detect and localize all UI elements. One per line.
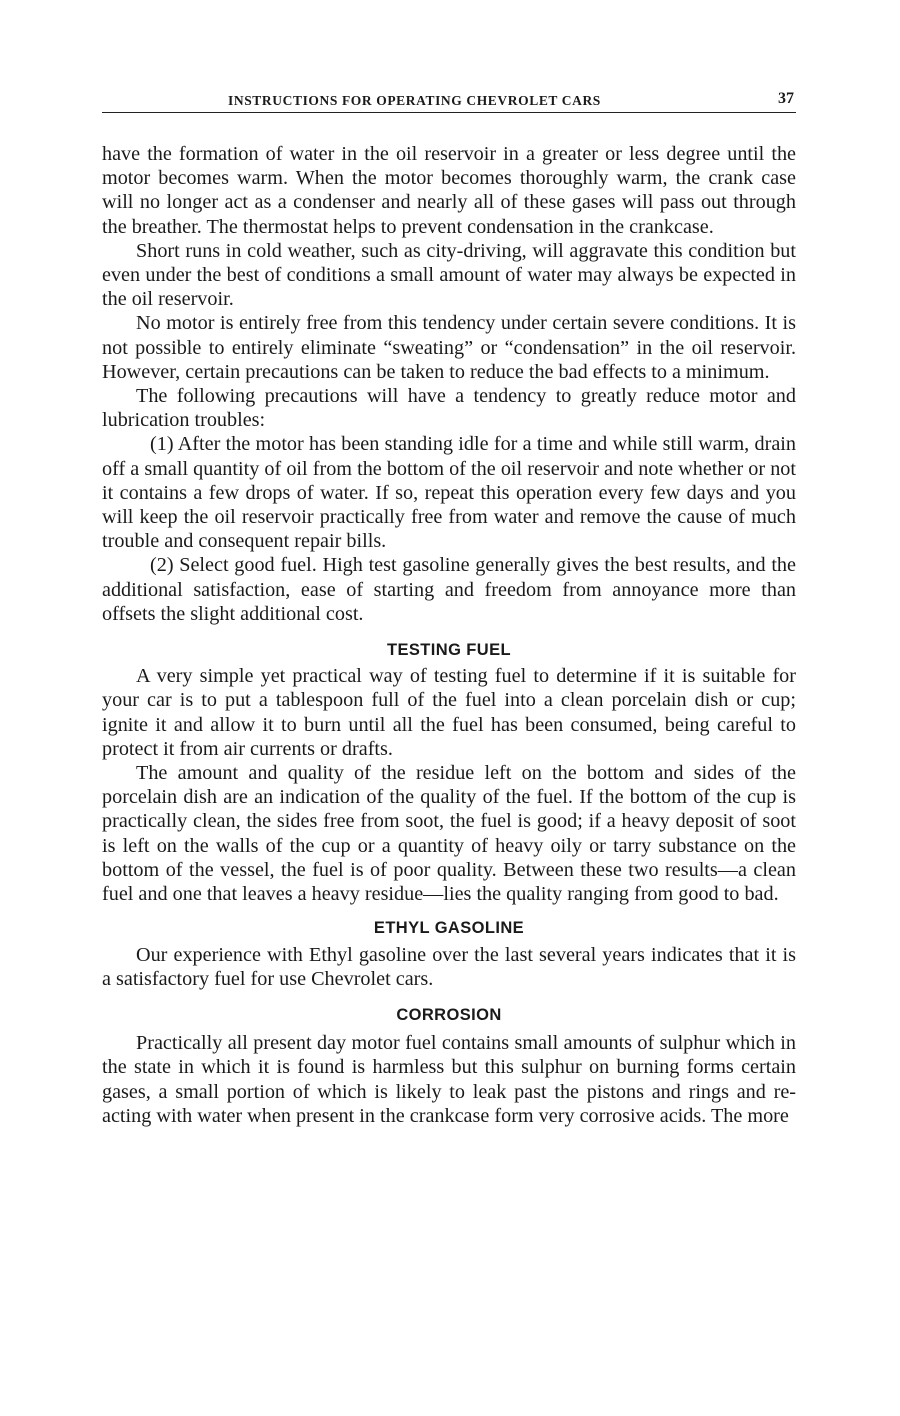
page-header [102,90,796,113]
paragraph-no-motor: No motor is entirely free from this tendency under certain severe conditions. It is not possible to entirely eliminate “sweating” or “condensation” in the oil reservoir. However, certain precautions can be taken to reduce the bad effects to a minimum. [102,312,796,383]
paragraph-corrosion: Practically all present day motor fuel contains small amounts of sulphur which in the state in which it is found is harmless but this sulphur on burning forms certain gases, a small portion of which is likely to leak past the pistons and rings and re-acting with water when present in the crankcase form very corrosive acids. The more [102,1032,796,1127]
paragraph-testing-method: A very simple yet practical way of testing fuel to determine if it is suitable for your car is to put a tablespoon full of the fuel into a clean porcelain dish or cup; ignite it and allow it to burn until all the fuel has been consumed, being careful to protect it from air currents or drafts. [102,665,796,760]
paragraph-continued: have the formation of water in the oil reservoir in a greater or less degree until the motor becomes warm. When the motor becomes thoroughly warm, the crank case will no longer act as a condenser and nearly all of these gases will pass out through the breather. The thermostat helps to prevent condensation in the crankcase. [102,143,796,238]
paragraph-ethyl: Our experience with Ethyl gasoline over the last several years indicates that it is a satisfactory fuel for use Chevrolet cars. [102,943,796,990]
section-heading-ethyl-gasoline: ETHYL GASOLINE [373,919,525,938]
section-heading-corrosion: CORROSION [396,1005,502,1024]
section-heading-testing-fuel: TESTING FUEL [387,641,511,660]
body-text [102,142,796,1128]
page-number: 37 [778,90,794,107]
paragraph-precautions-intro: The following precautions will have a tendency to greatly reduce motor and lubrication troubles: [102,385,796,432]
running-title: INSTRUCTIONS FOR OPERATING CHEVROLET CARS [228,93,601,108]
paragraph-short-runs: Short runs in cold weather, such as city-driving, will aggravate this condition but even under the best of conditions a small amount of water may always be expected in the oil reservoir. [102,239,796,311]
paragraph-residue: The amount and quality of the residue left on the bottom and sides of the porcelain dish are an indication of the quality of the fuel. If the bottom of the cup is practically clean, the sides free from soot, the fuel is good; if a heavy deposit of soot is left on the walls of the cup or a quantity of heavy oily or tarry substance on the bottom of the vessel, the fuel is of poor quality. Between these two results—a clean fuel and one that leaves a heavy residue—lies the quality ranging from good to bad. [102,762,796,906]
precaution-item-1: (1) After the motor has been standing idle for a time and while still warm, drain off a small quantity of oil from the bottom of the oil reservoir and note whether or not it contains a few drops of water. If so, repeat this operation every few days and you will keep the oil reservoir practically free from water and remove the cause of much trouble and consequent repair bills. [102,433,796,553]
precaution-item-2: (2) Select good fuel. High test gasoline generally gives the best results, and the additional satisfaction, ease of starting and freedom from annoyance more than offsets the slight additional cost. [102,554,796,625]
